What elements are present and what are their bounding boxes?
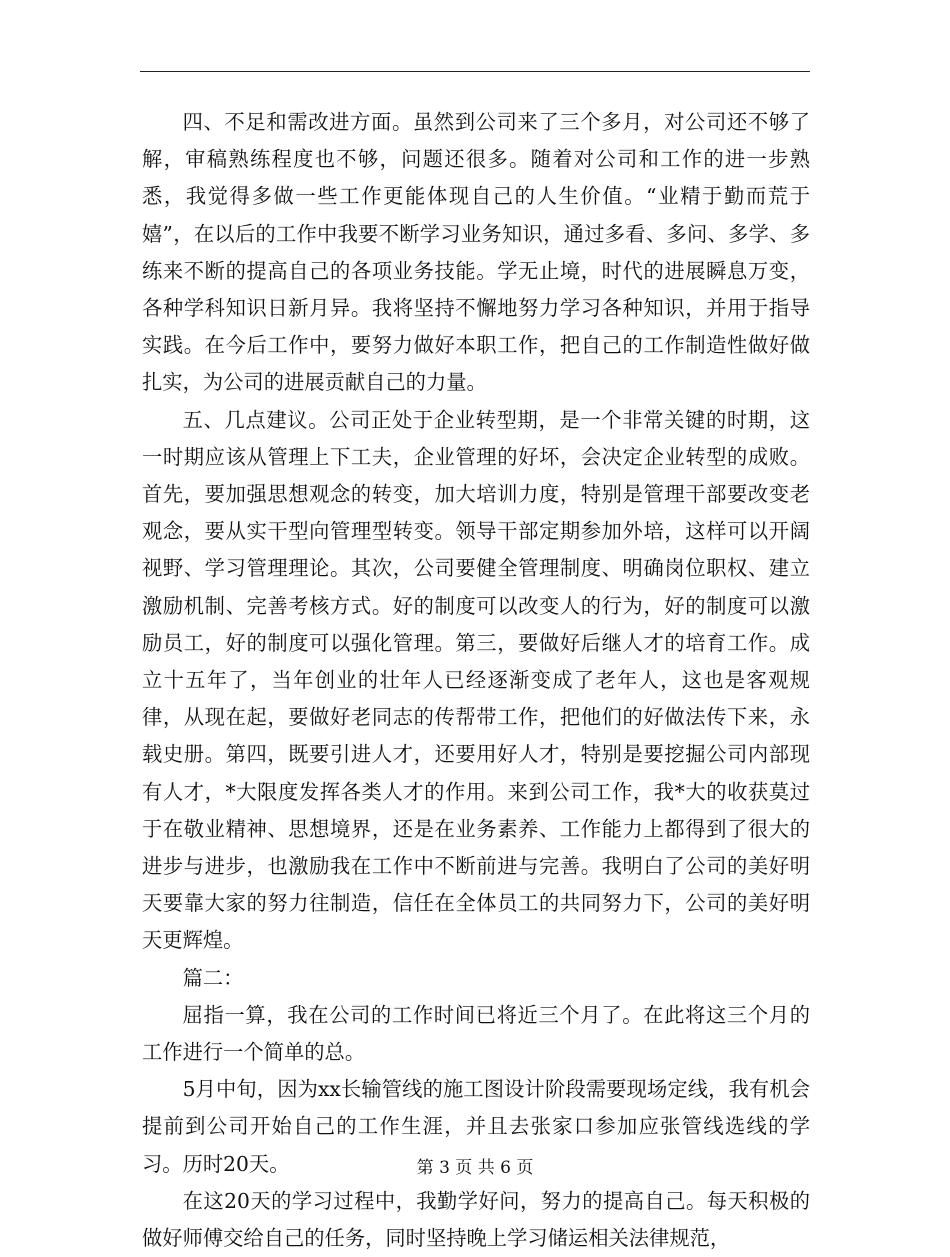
paragraph-study: 在这20天的学习过程中，我勤学好问，努力的提高自己。每天积极的做好师傅交给自己的任务，同时坚持晚上学习储运相关法律规范，: [142, 1188, 810, 1251]
document-body: [142, 104, 810, 1257]
paragraph-may: 5月中旬，因为xx长输管线的施工图设计阶段需要现场定线，我有机会提前到公司开始自己的工作生涯，并且去张家口参加应张管线选线的学习。历时20天。: [142, 1077, 810, 1176]
page-footer: 第 3 页 共 6 页: [416, 1158, 534, 1178]
section-heading-part-two: 篇二：: [182, 965, 244, 990]
paragraph-suggestions: 五、几点建议。公司正处于企业转型期，是一个非常关键的时期，这一时期应该从管理上下工夫，企业管理的好坏，会决定企业转型的成败。首先，要加强思想观念的转变，加大培训力度，特别是管理干部要改变老观念，要从实干型向管理型转变。领导干部定期参加外培，这样可以开阔视野、学习管理理论。其次，公司要健全管理制度、明确岗位职权、建立激励机制、完善考核方式。好的制度可以改变人的行为，好的制度可以激励员工，好的制度可以强化管理。第三，要做好后继人才的培育工作。成立十五年了，当年创业的壮年人已经逐渐变成了老年人，这也是客观规律，从现在起，要做好老同志的传帮带工作，把他们的好做法传下来，永载史册。第四，既要引进人才，还要用好人才，特别是要挖掘公司内部现有人才，*大限度发挥各类人才的作用。来到公司工作，我*大的收获莫过于在敬业精神、思想境界，还是在业务素养、工作能力上都得到了很大的进步与进步，也激励我在工作中不断前进与完善。我明白了公司的美好明天要靠大家的努力往制造，信任在全体员工的共同努力下，公司的美好明天更辉煌。: [142, 407, 810, 953]
paragraph-intro: 屈指一算，我在公司的工作时间已将近三个月了。在此将这三个月的工作进行一个简单的总。: [142, 1002, 810, 1065]
header-rule: [140, 71, 810, 72]
paragraph-shortcomings: 四、不足和需改进方面。虽然到公司来了三个多月，对公司还不够了解，审稿熟练程度也不够，问题还很多。随着对公司和工作的进一步熟悉，我觉得多做一些工作更能体现自己的人生价值。“业精于勤而荒于嬉”，在以后的工作中我要不断学习业务知识，通过多看、多问、多学、多练来不断的提高自己的各项业务技能。学无止境，时代的进展瞬息万变，各种学科知识日新月异。我将坚持不懈地努力学习各种知识，并用于指导实践。在今后工作中，要努力做好本职工作，把自己的工作制造性做好做扎实，为公司的进展贡献自己的力量。: [142, 110, 810, 395]
